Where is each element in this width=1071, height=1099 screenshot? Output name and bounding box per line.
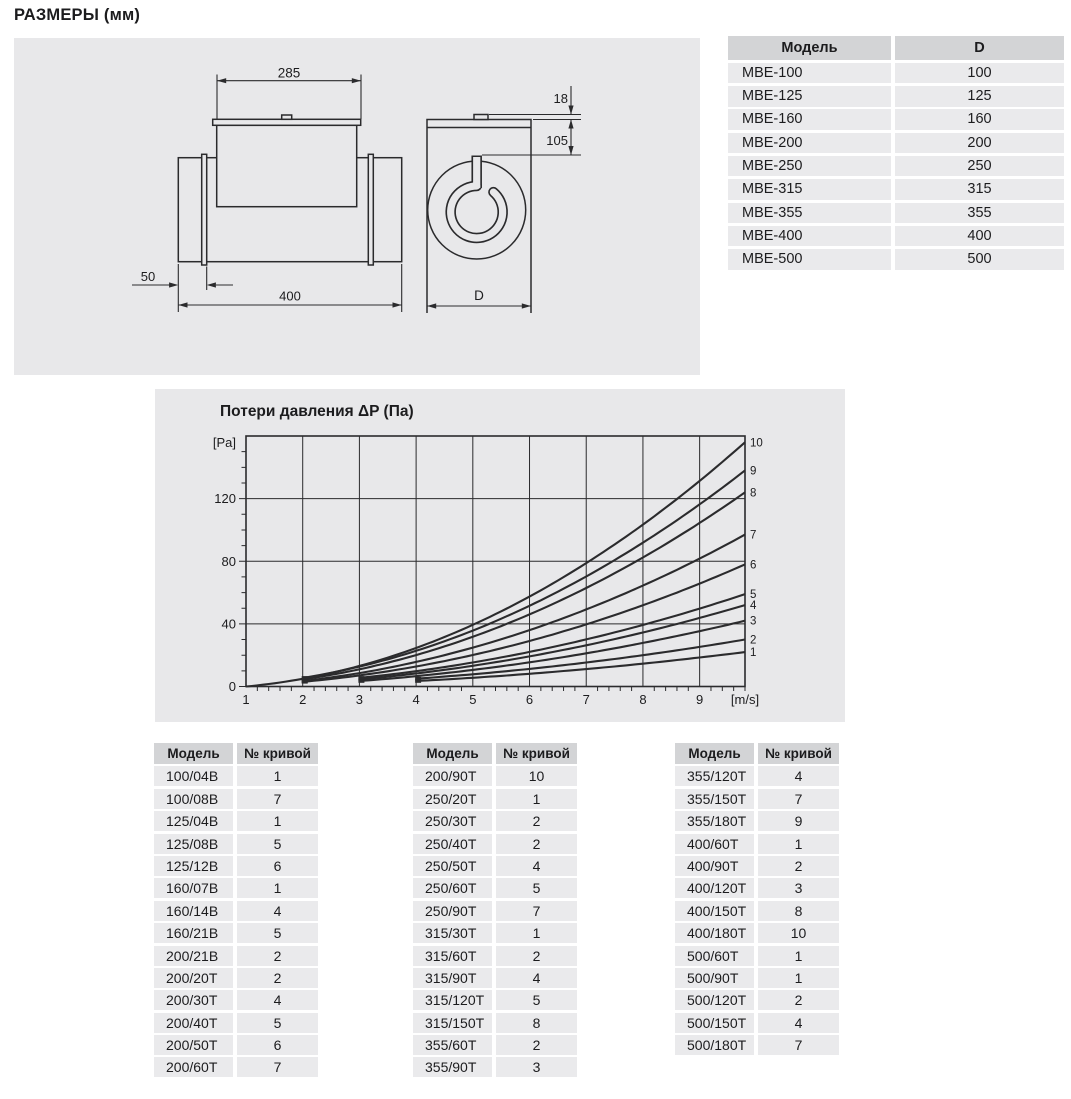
axis-ticks — [239, 452, 745, 691]
model-cell: 125/12В — [154, 856, 233, 876]
header-cell: Модель — [154, 743, 233, 764]
table-row — [728, 133, 1064, 154]
table-row — [154, 1035, 318, 1055]
model-cell: 355/150Т — [675, 789, 754, 809]
table-row — [675, 766, 839, 786]
table-row — [728, 249, 1064, 270]
value-cell: 8 — [758, 901, 839, 921]
table-row — [675, 990, 839, 1010]
curve-label-10: 10 — [750, 437, 763, 450]
model-cell: МВЕ-160 — [728, 109, 891, 130]
model-cell: 315/150Т — [413, 1013, 492, 1033]
table-row — [728, 63, 1064, 84]
value-cell: 1 — [237, 811, 318, 831]
model-cell: 200/21В — [154, 946, 233, 966]
chart-panel — [155, 389, 845, 722]
lid-knob-side — [282, 115, 292, 119]
value-cell: 315 — [895, 179, 1064, 200]
table-row — [728, 156, 1064, 177]
header-cell: Модель — [675, 743, 754, 764]
model-cell: 500/120Т — [675, 990, 754, 1010]
value-cell: 5 — [496, 990, 577, 1010]
model-cell: 200/20Т — [154, 968, 233, 988]
curve-start-marker — [415, 677, 421, 681]
model-cell: 250/30Т — [413, 811, 492, 831]
x-tick-label: 5 — [469, 692, 477, 707]
table-header-row — [728, 36, 1064, 60]
model-cell: МВЕ-125 — [728, 86, 891, 107]
y-tick-label: 0 — [228, 679, 236, 694]
curve-label-5: 5 — [750, 589, 757, 602]
value-cell: 2 — [758, 856, 839, 876]
value-cell: 2 — [496, 1035, 577, 1055]
value-cell: 2 — [237, 968, 318, 988]
table-row — [413, 901, 577, 921]
model-cell: 315/120Т — [413, 990, 492, 1010]
model-cell: 315/60Т — [413, 946, 492, 966]
value-cell: 7 — [237, 789, 318, 809]
curve-table-3 — [675, 743, 839, 1057]
model-cell: 500/60Т — [675, 946, 754, 966]
table-header-row — [413, 743, 577, 764]
table-header-row — [675, 743, 839, 764]
model-cell: МВЕ-100 — [728, 63, 891, 84]
value-cell: 250 — [895, 156, 1064, 177]
value-cell: 5 — [496, 878, 577, 898]
model-cell: 160/14В — [154, 901, 233, 921]
curve-label-9: 9 — [750, 465, 757, 478]
table-row — [154, 789, 318, 809]
model-cell: 250/90Т — [413, 901, 492, 921]
table-row — [413, 1035, 577, 1055]
lid-knob-front — [474, 115, 488, 120]
table-row — [413, 946, 577, 966]
value-cell: 5 — [237, 1013, 318, 1033]
model-cell: 400/150Т — [675, 901, 754, 921]
table-row — [154, 923, 318, 943]
value-cell: 6 — [237, 1035, 318, 1055]
header-cell: № кривой — [237, 743, 318, 764]
dim-lid-height: 18 — [553, 91, 568, 106]
y-tick-label: 40 — [221, 616, 236, 632]
value-cell: 160 — [895, 109, 1064, 130]
header-cell: № кривой — [758, 743, 839, 764]
pressure-loss-chart — [155, 418, 845, 722]
table-row — [675, 789, 839, 809]
table-row — [675, 946, 839, 966]
value-cell: 1 — [758, 946, 839, 966]
y-tick-label: 80 — [221, 553, 236, 569]
model-cell: 500/150Т — [675, 1013, 754, 1033]
model-cell: 100/04В — [154, 766, 233, 786]
table-row — [675, 834, 839, 854]
value-cell: 4 — [758, 1013, 839, 1033]
model-cell: 200/40Т — [154, 1013, 233, 1033]
value-cell: 100 — [895, 63, 1064, 84]
table-row — [154, 1057, 318, 1077]
model-cell: 200/30Т — [154, 990, 233, 1010]
table-row — [675, 1013, 839, 1033]
curve-table-2 — [413, 743, 577, 1080]
value-cell: 4 — [237, 990, 318, 1010]
table-row — [728, 203, 1064, 224]
model-cell: 355/60Т — [413, 1035, 492, 1055]
model-cell: 160/21В — [154, 923, 233, 943]
table-row — [413, 968, 577, 988]
value-cell: 8 — [496, 1013, 577, 1033]
value-cell: 5 — [237, 834, 318, 854]
curve-9 — [303, 470, 745, 678]
model-cell: МВЕ-500 — [728, 249, 891, 270]
heating-element-icon — [451, 156, 503, 238]
model-cell: 160/07В — [154, 878, 233, 898]
table-row — [154, 1013, 318, 1033]
value-cell: 7 — [237, 1057, 318, 1077]
header-cell: D — [895, 36, 1064, 60]
model-cell: 250/60Т — [413, 878, 492, 898]
model-cell: МВЕ-315 — [728, 179, 891, 200]
table-row — [413, 923, 577, 943]
model-cell: 200/90Т — [413, 766, 492, 786]
table-row — [154, 811, 318, 831]
value-cell: 500 — [895, 249, 1064, 270]
dim-diameter: D — [474, 288, 484, 303]
x-tick-label: 1 — [242, 692, 250, 707]
value-cell: 5 — [237, 923, 318, 943]
value-cell: 7 — [758, 789, 839, 809]
value-cell: 4 — [496, 968, 577, 988]
dim-body-length: 400 — [279, 288, 301, 304]
model-cell: МВЕ-200 — [728, 133, 891, 154]
value-cell: 7 — [758, 1035, 839, 1055]
table-row — [413, 766, 577, 786]
model-cell: 200/50Т — [154, 1035, 233, 1055]
model-cell: 125/04В — [154, 811, 233, 831]
model-cell: 400/120Т — [675, 878, 754, 898]
x-tick-label: 8 — [639, 692, 647, 707]
model-cell: 250/20Т — [413, 789, 492, 809]
value-cell: 2 — [237, 946, 318, 966]
model-cell: 500/180Т — [675, 1035, 754, 1055]
model-cell: 400/90Т — [675, 856, 754, 876]
model-cell: 355/90Т — [413, 1057, 492, 1077]
table-row — [413, 1057, 577, 1077]
table-row — [675, 856, 839, 876]
x-tick-label: 7 — [582, 692, 590, 707]
x-tick-label: 2 — [299, 692, 307, 707]
model-cell: МВЕ-355 — [728, 203, 891, 224]
table-row — [154, 878, 318, 898]
header-cell: № кривой — [496, 743, 577, 764]
value-cell: 1 — [758, 834, 839, 854]
value-cell: 4 — [496, 856, 577, 876]
x-tick-label: 9 — [696, 692, 704, 707]
table-row — [154, 834, 318, 854]
table-row — [154, 766, 318, 786]
value-cell: 2 — [758, 990, 839, 1010]
value-cell: 1 — [496, 789, 577, 809]
terminal-box-lid-side — [213, 119, 361, 125]
value-cell: 2 — [496, 811, 577, 831]
curve-start-marker — [358, 676, 364, 680]
value-cell: 2 — [496, 946, 577, 966]
curve-label-1: 1 — [750, 647, 757, 660]
table-row — [728, 226, 1064, 247]
model-cell: 200/60Т — [154, 1057, 233, 1077]
table-row — [675, 811, 839, 831]
chart-title: Потери давления ΔP (Па) — [220, 403, 414, 420]
table-row — [154, 990, 318, 1010]
dim-flange-offset: 50 — [140, 269, 156, 284]
model-cell: 400/60Т — [675, 834, 754, 854]
model-cell: 250/40Т — [413, 834, 492, 854]
header-cell: Модель — [728, 36, 891, 60]
model-cell: 500/90Т — [675, 968, 754, 988]
model-cell: 315/90Т — [413, 968, 492, 988]
model-cell: 355/120Т — [675, 766, 754, 786]
value-cell: 355 — [895, 203, 1064, 224]
model-cell: 250/50Т — [413, 856, 492, 876]
dim-box-depth: 105 — [546, 133, 568, 148]
x-tick-label: 4 — [412, 692, 420, 707]
table-row — [728, 109, 1064, 130]
model-cell: 315/30Т — [413, 923, 492, 943]
value-cell: 125 — [895, 86, 1064, 107]
table-row — [413, 878, 577, 898]
y-tick-label: 120 — [214, 491, 236, 507]
duct-flange-right — [368, 154, 373, 265]
duct-body-front — [427, 120, 531, 314]
model-cell: МВЕ-250 — [728, 156, 891, 177]
terminal-box-side — [217, 125, 357, 206]
value-cell: 7 — [496, 901, 577, 921]
value-cell: 1 — [237, 878, 318, 898]
table-row — [413, 811, 577, 831]
table-row — [413, 990, 577, 1010]
curve-label-3: 3 — [750, 615, 757, 628]
table-row — [154, 968, 318, 988]
dimensions-drawing-panel — [14, 38, 700, 375]
x-axis-unit-label: [m/s] — [730, 692, 760, 707]
curve-label-4: 4 — [750, 600, 757, 613]
curve-8 — [303, 492, 745, 679]
table-row — [675, 878, 839, 898]
curve-table-1 — [154, 743, 318, 1080]
value-cell: 400 — [895, 226, 1064, 247]
value-cell: 6 — [237, 856, 318, 876]
value-cell: 1 — [496, 923, 577, 943]
duct-flange-left — [202, 154, 207, 265]
table-row — [154, 856, 318, 876]
size-table — [728, 36, 1064, 272]
model-cell: 400/180Т — [675, 923, 754, 943]
dim-box-width: 285 — [277, 65, 301, 81]
page-title: РАЗМЕРЫ (мм) — [14, 6, 141, 24]
curve-2 — [416, 640, 745, 679]
value-cell: 1 — [237, 766, 318, 786]
table-row — [728, 86, 1064, 107]
header-cell: Модель — [413, 743, 492, 764]
table-row — [413, 1013, 577, 1033]
value-cell: 3 — [496, 1057, 577, 1077]
curve-4 — [359, 605, 745, 679]
table-row — [413, 789, 577, 809]
value-cell: 2 — [496, 834, 577, 854]
table-row — [413, 834, 577, 854]
value-cell: 10 — [496, 766, 577, 786]
model-cell: МВЕ-400 — [728, 226, 891, 247]
table-header-row — [154, 743, 318, 764]
table-row — [675, 923, 839, 943]
curve-label-8: 8 — [750, 487, 757, 500]
table-row — [154, 901, 318, 921]
curve-label-6: 6 — [750, 559, 757, 572]
table-row — [154, 946, 318, 966]
x-tick-label: 3 — [355, 692, 364, 707]
curve-label-7: 7 — [750, 529, 757, 542]
model-cell: 125/08В — [154, 834, 233, 854]
model-cell: 100/08В — [154, 789, 233, 809]
table-row — [675, 968, 839, 988]
table-row — [413, 856, 577, 876]
y-axis-unit-label: [Pa] — [212, 435, 236, 450]
value-cell: 3 — [758, 878, 839, 898]
model-cell: 355/180Т — [675, 811, 754, 831]
table-row — [675, 1035, 839, 1055]
table-row — [675, 901, 839, 921]
x-tick-label: 6 — [525, 692, 534, 707]
value-cell: 9 — [758, 811, 839, 831]
dimensions-drawing — [14, 38, 700, 375]
value-cell: 1 — [758, 968, 839, 988]
value-cell: 200 — [895, 133, 1064, 154]
curve-label-2: 2 — [750, 634, 757, 647]
value-cell: 4 — [758, 766, 839, 786]
table-row — [728, 179, 1064, 200]
value-cell: 4 — [237, 901, 318, 921]
value-cell: 10 — [758, 923, 839, 943]
